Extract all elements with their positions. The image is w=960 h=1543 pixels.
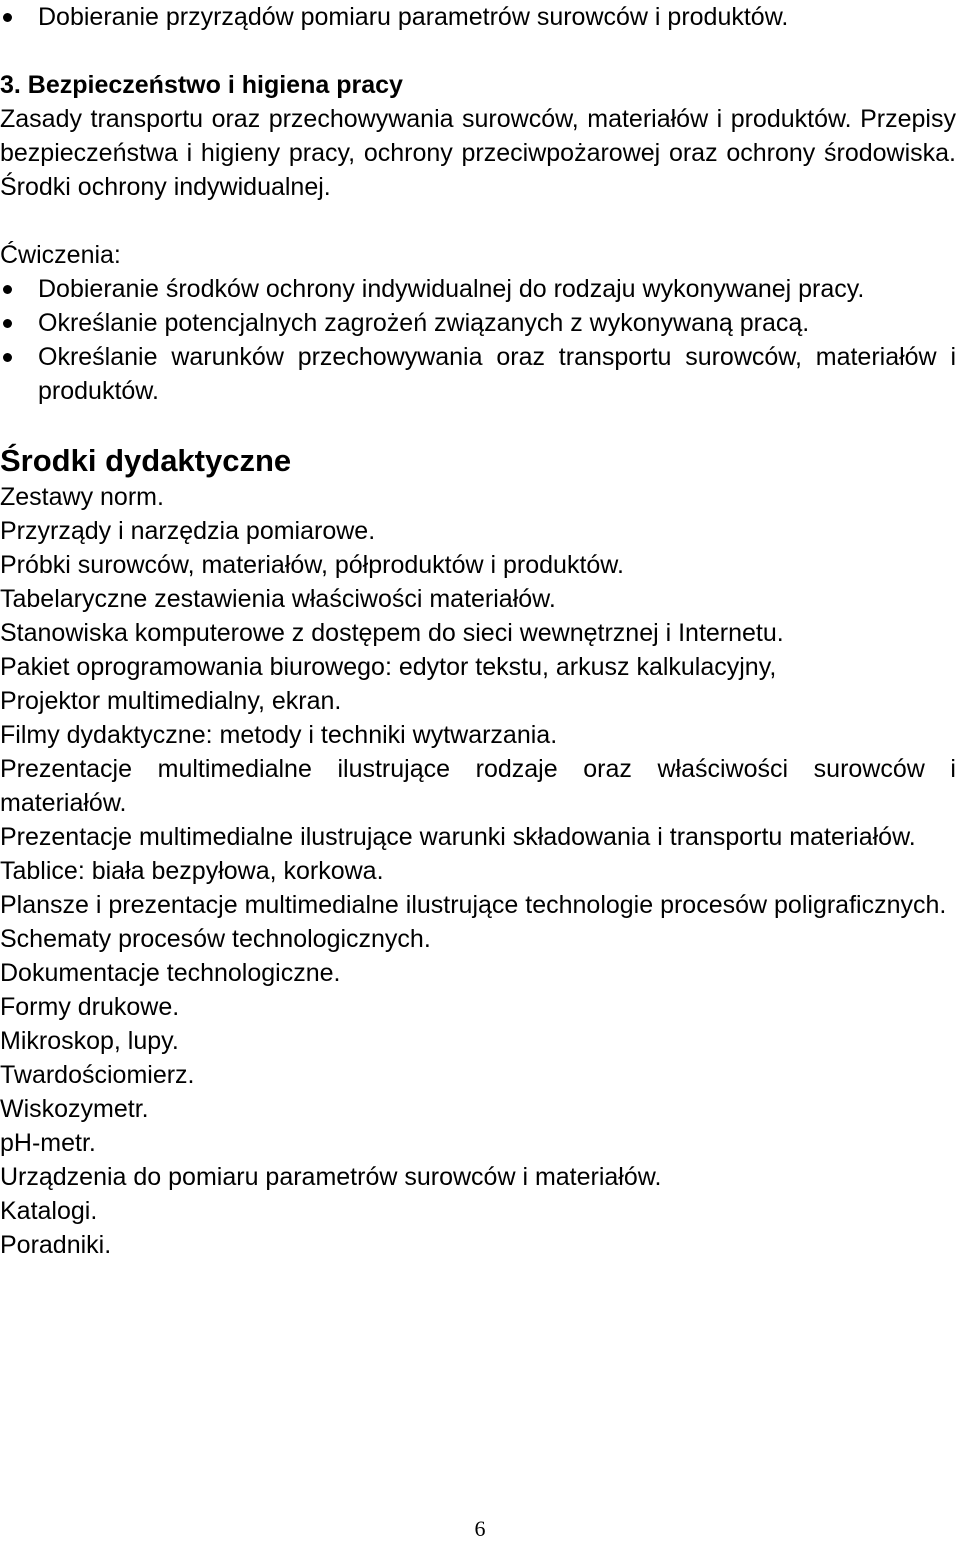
means-item: Próbki surowców, materiałów, półproduktów i produktów. xyxy=(0,551,624,579)
means-item: Prezentacje multimedialne ilustrujące warunki składowania i transportu materiałów. xyxy=(0,823,916,851)
means-item: Dokumentacje technologiczne. xyxy=(0,959,341,987)
top-bullet-list xyxy=(0,0,956,34)
means-item: Stanowiska komputerowe z dostępem do sieci wewnętrznej i Internetu. xyxy=(0,619,784,647)
means-item: Plansze i prezentacje multimedialne ilustrujące technologie procesów poligraficznych. xyxy=(0,891,947,919)
means-item: pH-metr. xyxy=(0,1129,96,1157)
means-item: Twardościomierz. xyxy=(0,1061,195,1089)
means-item: Schematy procesów technologicznych. xyxy=(0,925,431,953)
section-body: Zasady transportu oraz przechowywania surowców, materiałów i produktów. Przepisy bezpieczeństwa i higieny pracy, ochrony przeciwpożarowej oraz ochrony środowiska. Środki ochrony indywidualnej. xyxy=(0,105,956,201)
means-item: Wiskozymetr. xyxy=(0,1095,149,1123)
means-item: Katalogi. xyxy=(0,1197,98,1225)
means-item: Przyrządy i narzędzia pomiarowe. xyxy=(0,517,376,545)
section-heading: 3. Bezpieczeństwo i higiena pracy xyxy=(0,71,403,99)
exercise-item: Dobieranie środków ochrony indywidualnej do rodzaju wykonywanej pracy. xyxy=(0,272,956,306)
means-item: Mikroskop, lupy. xyxy=(0,1027,179,1055)
exercise-item: Określanie warunków przechowywania oraz transportu surowców, materiałów i produktów. xyxy=(0,340,956,408)
means-item: Filmy dydaktyczne: metody i techniki wytwarzania. xyxy=(0,721,558,749)
page-number: 6 xyxy=(474,1516,486,1541)
didactic-means-list xyxy=(0,480,956,1262)
means-item: Prezentacje multimedialne ilustrujące rodzaje oraz właściwości surowców i materiałów. xyxy=(0,755,956,817)
means-item: Tablice: biała bezpyłowa, korkowa. xyxy=(0,857,384,885)
spacer xyxy=(0,204,956,238)
means-item: Urządzenia do pomiaru parametrów surowców i materiałów. xyxy=(0,1163,662,1191)
exercises-list xyxy=(0,272,956,408)
exercise-item: Określanie potencjalnych zagrożeń związanych z wykonywaną pracą. xyxy=(0,306,956,340)
means-item: Zestawy norm. xyxy=(0,483,164,511)
means-item: Formy drukowe. xyxy=(0,993,180,1021)
didactic-means-heading: Środki dydaktyczne xyxy=(0,443,292,478)
means-item: Poradniki. xyxy=(0,1231,112,1259)
bullet-item: Dobieranie przyrządów pomiaru parametrów surowców i produktów. xyxy=(0,0,956,34)
means-item: Tabelaryczne zestawienia właściwości materiałów. xyxy=(0,585,556,613)
exercises-label: Ćwiczenia: xyxy=(0,241,121,269)
means-item: Pakiet oprogramowania biurowego: edytor tekstu, arkusz kalkulacyjny, xyxy=(0,653,777,681)
spacer xyxy=(0,34,956,68)
means-item: Projektor multimedialny, ekran. xyxy=(0,687,342,715)
